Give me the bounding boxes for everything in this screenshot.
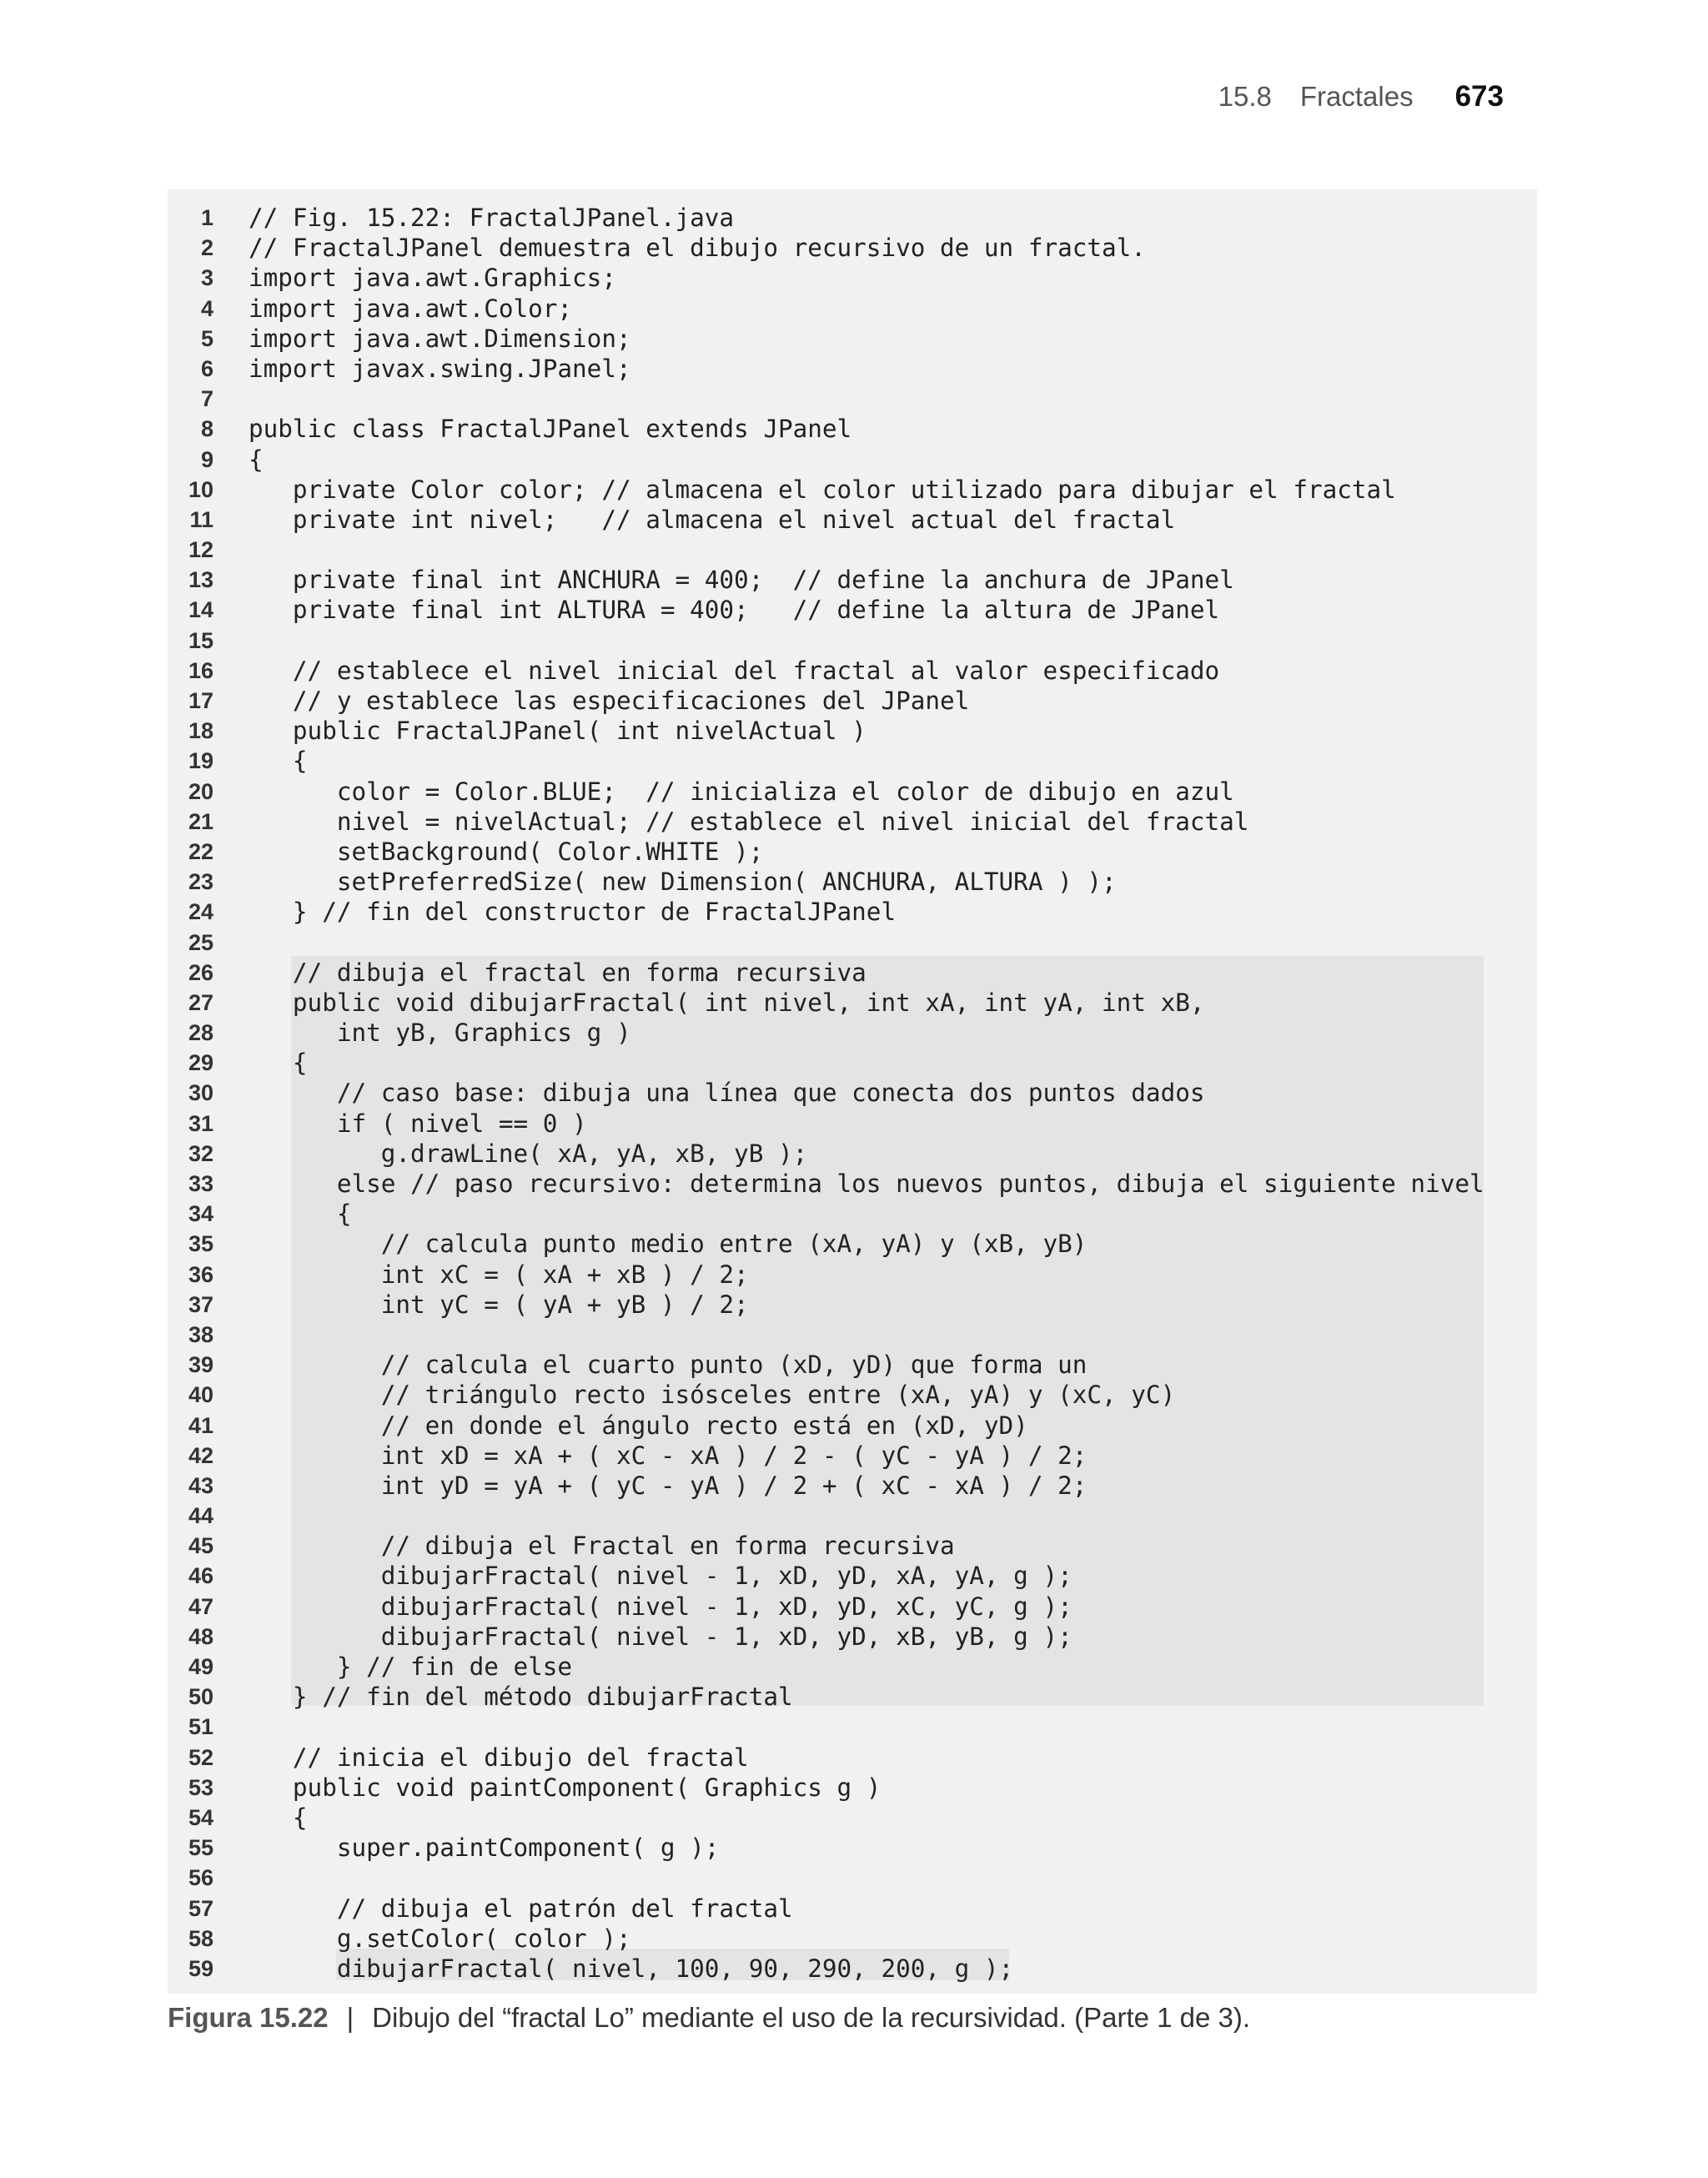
code-text: dibujarFractal( nivel, 100, 90, 290, 200, g ); [249,1954,1014,1983]
code-line [168,1199,1537,1229]
code-line [168,535,1537,565]
code-line [168,958,1537,988]
code-text: else // paso recursivo: determina los nuevos puntos, dibuja el siguiente nivel [249,1169,1484,1198]
code-line [168,1229,1537,1259]
code-text: if ( nivel == 0 ) [249,1109,587,1138]
code-line [168,445,1537,475]
line-number: 54 [188,1804,214,1830]
code-text: import java.awt.Graphics; [249,264,616,293]
line-number: 40 [188,1382,214,1408]
code-text: super.paintComponent( g ); [249,1833,720,1863]
code-line [168,1894,1537,1924]
figure-caption [168,2002,1250,2044]
code-line [168,1048,1537,1078]
code-line [168,686,1537,716]
line-number: 51 [188,1714,214,1740]
code-line [168,595,1537,625]
figure-caption-text: Dibujo del “fractal Lo” mediante el uso de la recursividad. (Parte 1 de 3). [372,2002,1251,2033]
code-line [168,475,1537,505]
page-number: 673 [1454,80,1504,113]
line-number: 6 [200,355,214,381]
code-text: int xC = ( xA + xB ) / 2; [249,1260,749,1289]
code-line [168,233,1537,263]
code-line [168,1441,1537,1471]
code-text: import java.awt.Dimension; [249,324,631,353]
code-text: private final int ANCHURA = 400; // define la anchura de JPanel [249,566,1234,595]
code-text: { [249,747,308,776]
code-line [168,1501,1537,1531]
code-line [168,1320,1537,1350]
code-line [168,1380,1537,1410]
line-number: 25 [188,929,214,955]
code-text: // inicia el dibujo del fractal [249,1743,749,1772]
code-line [168,505,1537,535]
code-line [168,1682,1537,1712]
code-text: // en donde el ángulo recto está en (xD, yD) [249,1411,1028,1440]
code-line [168,1712,1537,1742]
code-line [168,1290,1537,1320]
code-line [168,867,1537,897]
code-text: import java.awt.Color; [249,294,573,323]
code-line [168,263,1537,293]
code-line [168,1622,1537,1652]
code-line [168,746,1537,776]
line-number: 20 [188,778,214,804]
line-number: 38 [188,1321,214,1347]
line-number: 48 [188,1623,214,1649]
line-number: 46 [188,1563,214,1589]
code-text: int xD = xA + ( xC - xA ) / 2 - ( yC - yA ) / 2; [249,1441,1088,1470]
code-line [168,1260,1537,1290]
line-number: 17 [188,688,214,713]
code-text: } // fin de else [249,1652,573,1681]
code-text: nivel = nivelActual; // establece el nivel inicial del fractal [249,807,1249,836]
code-line [168,203,1537,233]
caption-separator: | [346,2002,354,2033]
code-text: public class FractalJPanel extends JPanel [249,415,852,444]
code-line [168,626,1537,656]
line-number: 27 [188,989,214,1015]
code-text: dibujarFractal( nivel - 1, xD, yD, xB, yB, g ); [249,1622,1073,1651]
line-number: 52 [188,1744,214,1770]
line-number: 12 [188,537,214,563]
line-number: 7 [200,386,214,412]
line-number: 5 [200,325,214,351]
code-line [168,1863,1537,1893]
code-line [168,1561,1537,1591]
code-line [168,807,1537,837]
code-text: // dibuja el Fractal en forma recursiva [249,1532,955,1561]
code-line [168,988,1537,1018]
code-listing [168,203,1537,1984]
line-number: 1 [200,205,214,230]
line-number: 31 [188,1110,214,1136]
code-text: private Color color; // almacena el color utilizado para dibujar el fractal [249,475,1396,504]
code-text: // dibuja el patrón del fractal [249,1894,793,1923]
line-number: 36 [188,1261,214,1287]
code-text: // triángulo recto isósceles entre (xA, yA) y (xC, yC) [249,1381,1176,1410]
code-line [168,716,1537,746]
line-number: 13 [188,567,214,593]
line-number: 32 [188,1140,214,1166]
code-text: // dibuja el fractal en forma recursiva [249,958,867,987]
code-line [168,1109,1537,1139]
code-text: public FractalJPanel( int nivelActual ) [249,717,867,746]
line-number: 23 [188,869,214,895]
code-text: } // fin del constructor de FractalJPanel [249,898,897,927]
code-line [168,837,1537,867]
code-text: // establece el nivel inicial del fractal al valor especificado [249,656,1220,685]
code-text: dibujarFractal( nivel - 1, xD, yD, xC, yC, g ); [249,1592,1073,1621]
code-line [168,656,1537,686]
code-line [168,897,1537,927]
code-text: g.setColor( color ); [249,1924,631,1953]
code-line [168,1411,1537,1441]
line-number: 21 [188,808,214,834]
code-text: public void paintComponent( Graphics g ) [249,1773,882,1802]
line-number: 28 [188,1020,214,1046]
code-text: int yC = ( yA + yB ) / 2; [249,1290,749,1319]
code-text: setPreferredSize( new Dimension( ANCHURA, ALTURA ) ); [249,868,1117,897]
code-line [168,928,1537,958]
line-number: 29 [188,1050,214,1076]
line-number: 34 [188,1201,214,1227]
code-line [168,1743,1537,1773]
code-line [168,324,1537,354]
code-line [168,1471,1537,1501]
code-text: setBackground( Color.WHITE ); [249,837,764,866]
line-number: 45 [188,1533,214,1559]
line-number: 41 [188,1412,214,1438]
code-line [168,565,1537,595]
code-text: dibujarFractal( nivel - 1, xD, yD, xA, yA, g ); [249,1562,1073,1591]
running-head [1218,80,1504,122]
line-number: 24 [188,899,214,925]
line-number: 55 [188,1835,214,1861]
code-text: { [249,445,264,474]
code-text: private final int ALTURA = 400; // define la altura de JPanel [249,596,1220,625]
code-text: { [249,1049,308,1078]
code-text: // FractalJPanel demuestra el dibujo recursivo de un fractal. [249,234,1146,263]
code-line [168,777,1537,807]
code-text: int yD = yA + ( yC - yA ) / 2 + ( xC - xA ) / 2; [249,1471,1088,1500]
line-number: 10 [188,476,214,502]
line-number: 33 [188,1171,214,1196]
code-text: // calcula punto medio entre (xA, yA) y (xB, yB) [249,1230,1088,1259]
code-line [168,1531,1537,1561]
code-line [168,1954,1537,1984]
code-text: // y establece las especificaciones del JPanel [249,687,970,715]
line-number: 56 [188,1865,214,1891]
code-line [168,1773,1537,1803]
code-line [168,1139,1537,1169]
line-number: 4 [200,295,214,321]
line-number: 2 [200,235,214,261]
line-number: 44 [188,1503,214,1529]
code-line [168,1078,1537,1108]
line-number: 39 [188,1352,214,1378]
line-number: 30 [188,1080,214,1106]
figure-label: Figura 15.22 [168,2002,329,2033]
line-number: 43 [188,1472,214,1498]
line-number: 19 [188,748,214,774]
line-number: 15 [188,627,214,653]
code-line [168,1592,1537,1622]
code-line [168,414,1537,444]
line-number: 11 [189,506,214,532]
code-text: private int nivel; // almacena el nivel actual del fractal [249,505,1176,534]
code-text: // caso base: dibuja una línea que conecta dos puntos dados [249,1079,1205,1108]
line-number: 35 [188,1231,214,1257]
code-text: int yB, Graphics g ) [249,1019,631,1048]
line-number: 58 [188,1925,214,1951]
code-text: color = Color.BLUE; // inicializa el color de dibujo en azul [249,777,1234,806]
line-number: 57 [188,1895,214,1921]
line-number: 3 [200,265,214,291]
line-number: 22 [188,838,214,864]
code-line [168,1169,1537,1199]
line-number: 16 [188,657,214,683]
code-line [168,1350,1537,1380]
code-text: { [249,1200,352,1229]
line-number: 9 [200,446,214,472]
line-number: 42 [188,1442,214,1468]
code-line [168,1803,1537,1833]
code-line [168,294,1537,324]
code-text: // calcula el cuarto punto (xD, yD) que forma un [249,1351,1088,1380]
line-number: 47 [188,1593,214,1619]
code-text: { [249,1803,308,1832]
code-line [168,384,1537,414]
line-number: 14 [188,597,214,623]
line-number: 59 [188,1955,214,1981]
line-number: 18 [188,718,214,744]
code-text: g.drawLine( xA, yA, xB, yB ); [249,1139,808,1168]
section-title: Fractales [1299,81,1414,112]
section-number: 15.8 [1218,81,1272,112]
code-text: public void dibujarFractal( int nivel, int xA, int yA, int xB, [249,988,1205,1017]
code-text: // Fig. 15.22: FractalJPanel.java [249,204,735,232]
line-number: 53 [188,1774,214,1800]
code-line [168,354,1537,384]
line-number: 49 [188,1654,214,1679]
code-line [168,1833,1537,1863]
code-line [168,1924,1537,1954]
code-line [168,1652,1537,1682]
line-number: 37 [188,1291,214,1317]
code-text: } // fin del método dibujarFractal [249,1683,793,1712]
line-number: 50 [188,1684,214,1710]
code-text: import javax.swing.JPanel; [249,354,631,383]
code-line [168,1018,1537,1048]
line-number: 8 [200,416,214,442]
line-number: 26 [188,959,214,985]
